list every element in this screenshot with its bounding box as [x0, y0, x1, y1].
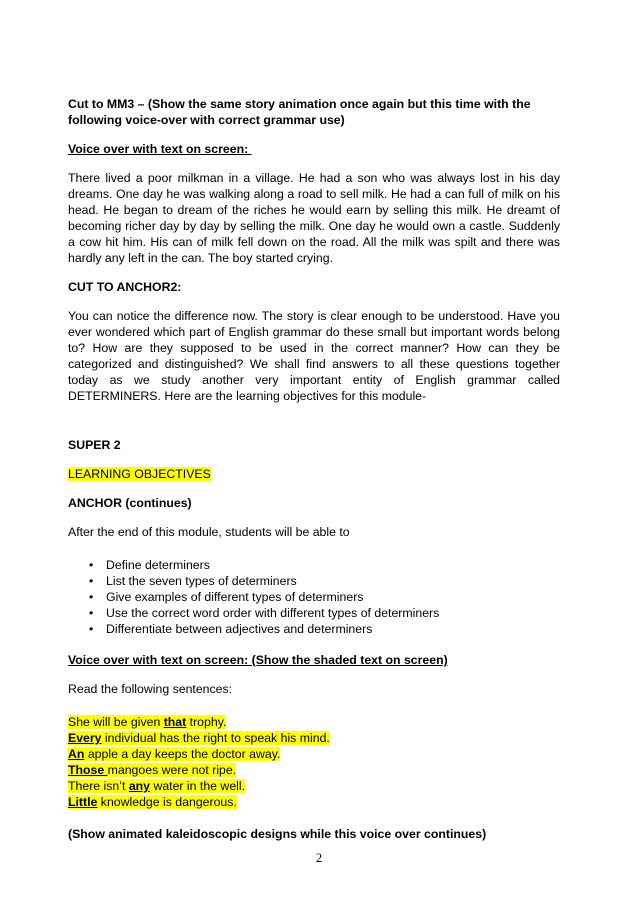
read-following-text: Read the following sentences: [68, 682, 233, 696]
anchor-paragraph: You can notice the difference now. The story is clear enough to be understood. Have you ever wondered which part of English grammar do these small but important words belong to? How are they supposed to be used in the correct manner? How can they be categorized and distinguished? We shall find answers to all these questions together today as we study another very important entity of English grammar called DETERMINERS. Here are the learning objectives for this module- [68, 309, 560, 403]
voice-over-heading-text: Voice over with text on screen: [68, 142, 252, 156]
learning-objectives-text: LEARNING OBJECTIVES [68, 467, 211, 481]
determiner-word: Those [68, 763, 108, 777]
sentence-text: trophy. [186, 715, 227, 729]
list-item: • Use the correct word order with different types of determiners [106, 605, 560, 621]
list-item: • Define determiners [106, 557, 560, 573]
sentence-text: mangoes were not ripe. [107, 763, 237, 777]
determiner-word: any [128, 779, 151, 793]
sentence-text: knowledge is dangerous. [97, 795, 237, 809]
list-item: • Differentiate between adjectives and determiners [106, 621, 560, 637]
cut-to-anchor-heading: CUT TO ANCHOR2: [68, 280, 182, 294]
page-number: 2 [315, 851, 323, 865]
cut-heading: Cut to MM3 – (Show the same story animation once again but this time with the following voice-over with correct grammar use) [68, 97, 531, 127]
sentence-1 [68, 714, 560, 730]
determiner-word: that [163, 715, 187, 729]
anchor-continues-heading: ANCHOR (continues) [68, 496, 192, 510]
sentence-text: apple a day keeps the doctor away. [84, 747, 281, 761]
after-end-text: After the end of this module, students will be able to [68, 525, 350, 539]
animation-instruction: (Show animated kaleidoscopic designs while this voice over continues) [68, 827, 487, 841]
sentence-5 [68, 778, 560, 794]
sentence-6 [68, 794, 560, 810]
determiner-word: Little [68, 795, 98, 809]
example-sentences [68, 714, 560, 810]
story-paragraph: There lived a poor milkman in a village. He had a son who was always lost in his day dreams. One day he was walking along a road to sell milk. He had a can full of milk on his head. He began to dream of the riches he would earn by selling this milk. He dreamt of becoming richer day by day by selling the milk. One day he would own a castle. Suddenly a cow hit him. His can of milk fell down on the road. All the milk was spilt and there was hardly any left in the can. The boy started crying. [68, 171, 560, 265]
sentence-4 [68, 762, 560, 778]
sentence-text: She will be given [68, 715, 164, 729]
list-item: • Give examples of different types of determiners [106, 589, 560, 605]
sentence-text: water in the well. [150, 779, 246, 793]
list-item: • List the seven types of determiners [106, 573, 560, 589]
determiner-word: An [68, 747, 85, 761]
sentence-text: There isn’t [68, 779, 129, 793]
objectives-list [68, 557, 560, 637]
document-page [68, 96, 560, 842]
learning-objectives-label [68, 466, 560, 482]
super-label: SUPER 2 [68, 438, 121, 452]
voice-over-heading-2: Voice over with text on screen: (Show the shaded text on screen) [68, 653, 448, 667]
sentence-2 [68, 730, 560, 746]
determiner-word: Every [68, 731, 102, 745]
sentence-3 [68, 746, 560, 762]
sentence-text: individual has the right to speak his mind. [101, 731, 330, 745]
voice-over-heading [68, 141, 560, 157]
